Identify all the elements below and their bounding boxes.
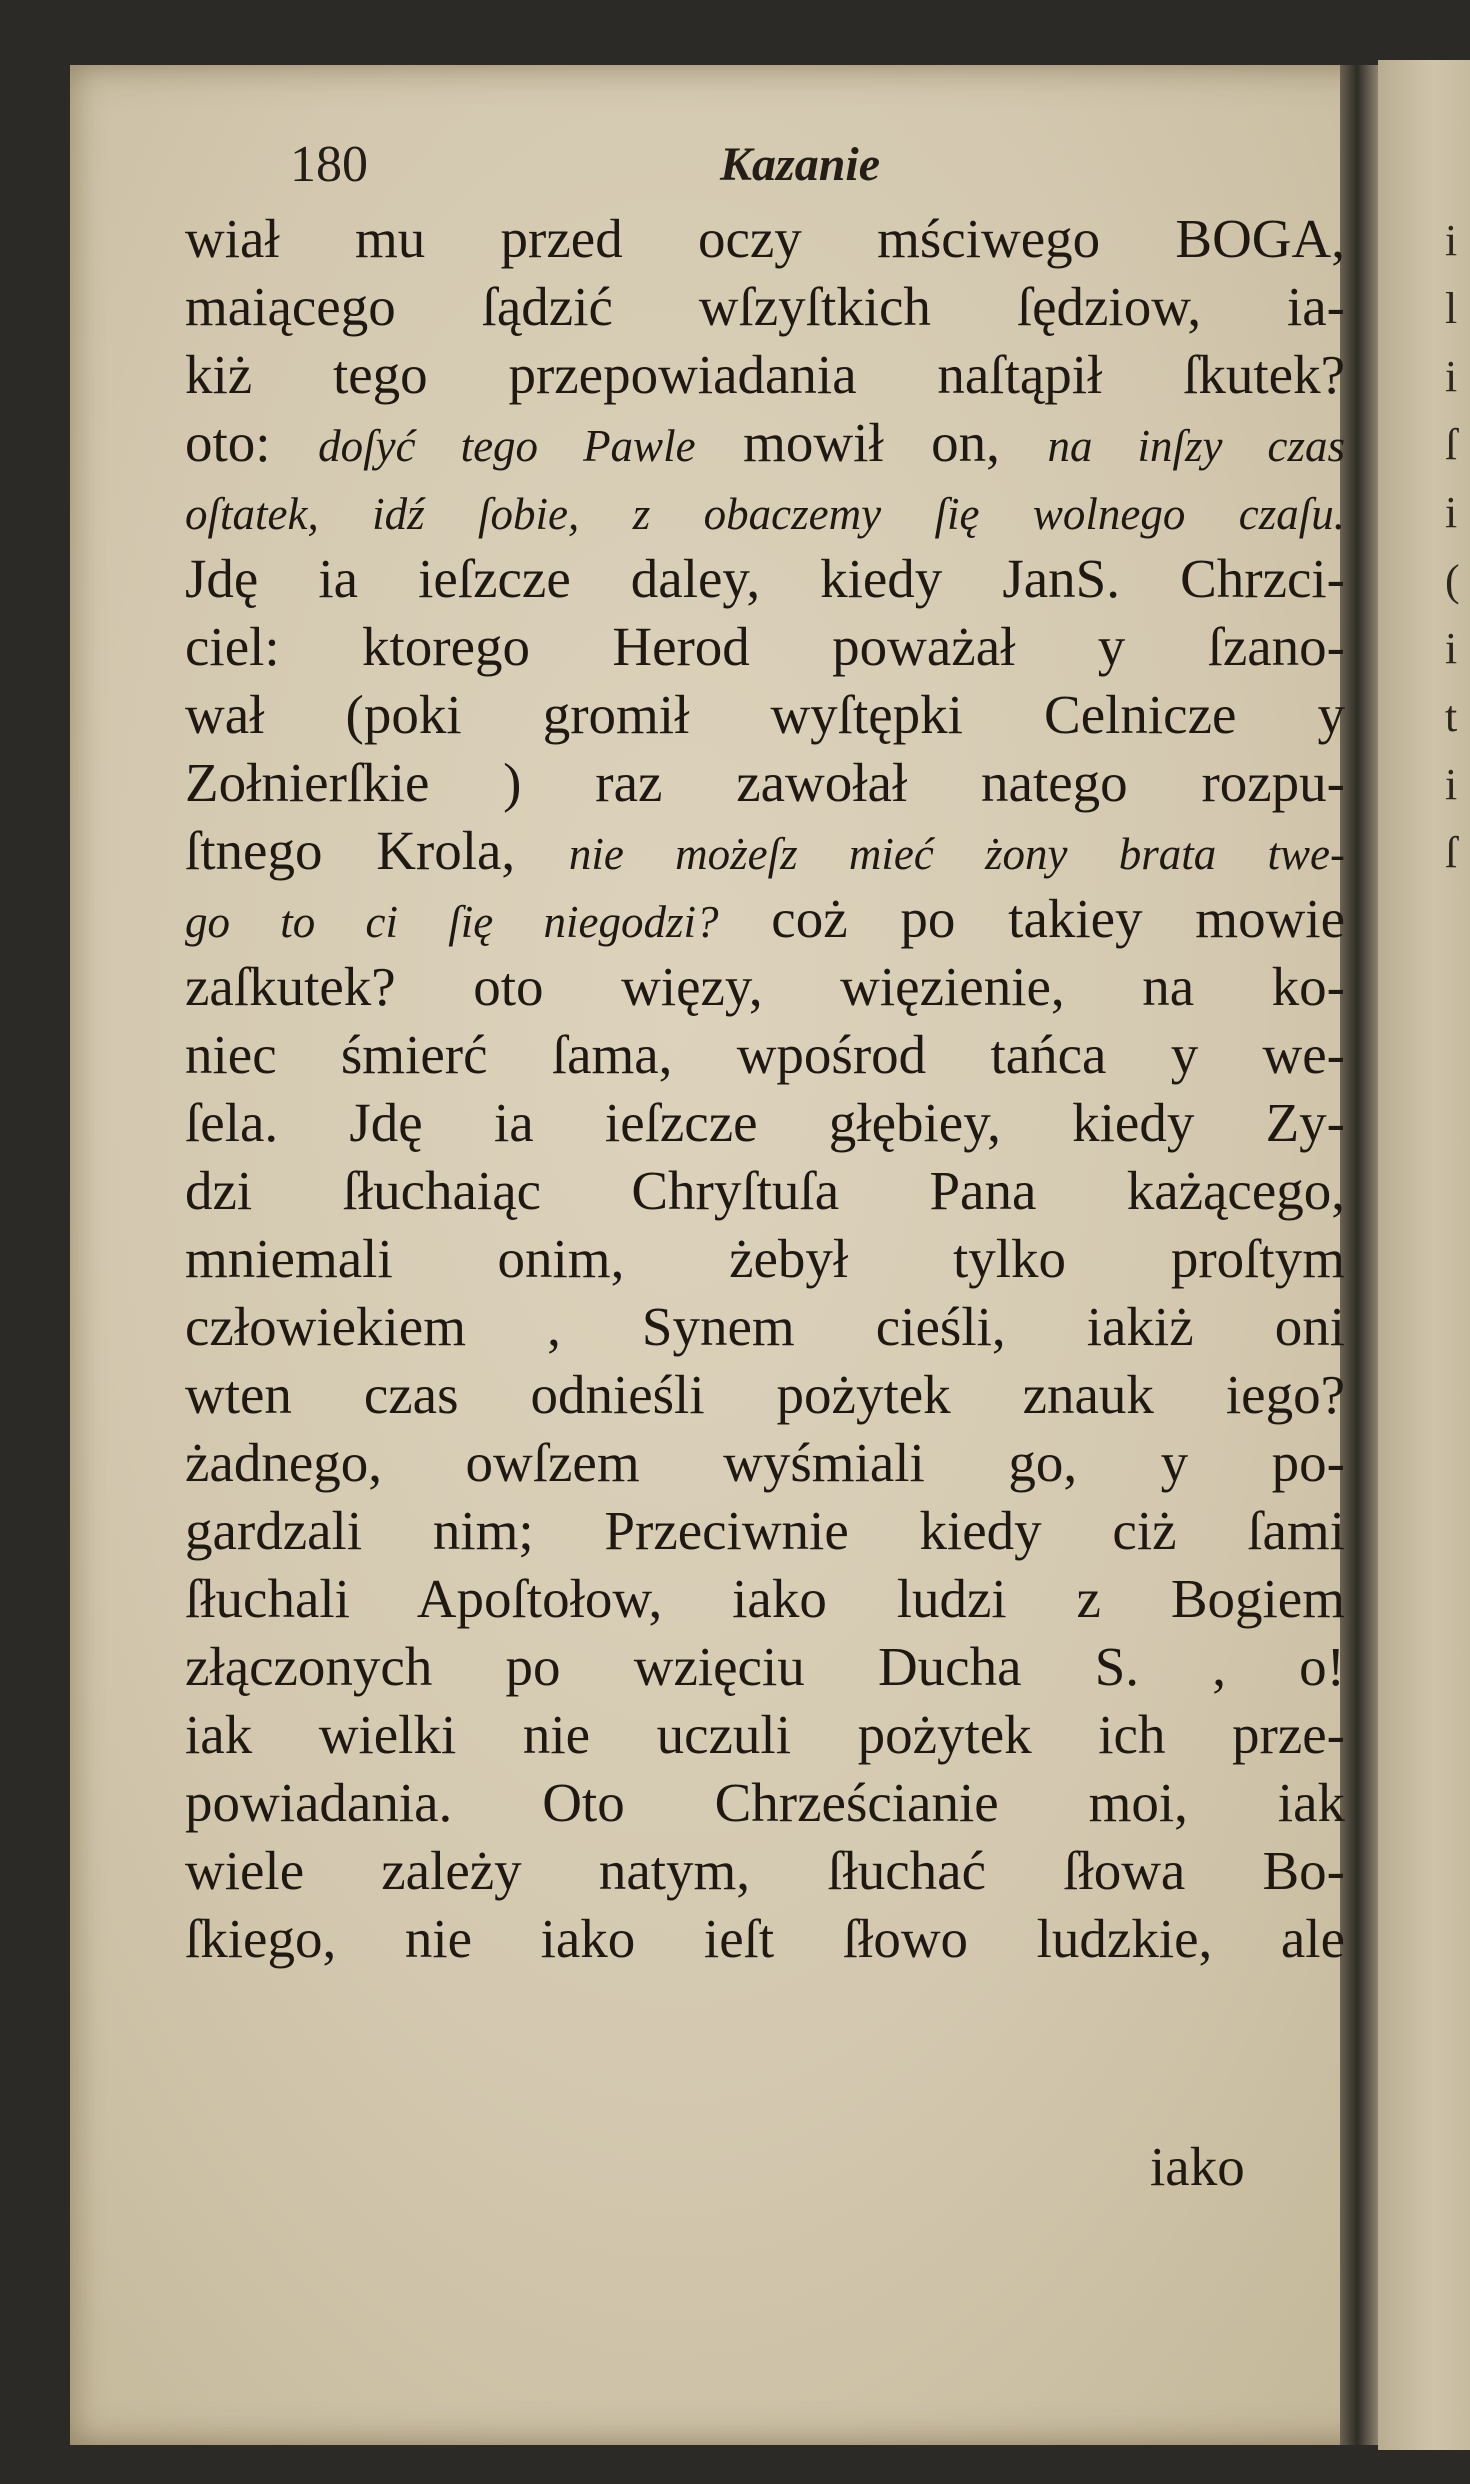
text-run: mniemali onim, żebył tylko proſtym [185,1228,1345,1289]
text-run: ſłuchali Apoſtołow, iako ludzi z Bogiem [185,1568,1345,1629]
text-line [185,1497,1345,1565]
text-run: powiadania. Oto Chrześcianie moi, iak [185,1772,1345,1833]
text-run: dzi ſłuchaiąc Chryſtuſa Pana każącego, [185,1160,1345,1221]
text-run: zaſkutek? oto więzy, więzienie, na ko- [185,956,1345,1017]
text-run: złączonych po wzięciu Ducha S. , o! [185,1636,1345,1697]
text-line [185,1905,1345,1973]
facing-page-letter: ſ [1445,420,1458,469]
text-line [185,681,1345,749]
facing-page-letter: t [1445,692,1458,741]
text-line [185,205,1345,273]
text-line [185,613,1345,681]
text-run: niec śmierć ſama, wpośrod tańca y we- [185,1024,1345,1085]
facing-page-letter: i [1445,760,1458,809]
sermon-text [185,205,1345,1973]
italic-quote: nie możeſz mieć żony brata twe- [568,829,1345,879]
facing-page-letter: ſ [1445,828,1458,877]
facing-page-letter: ( [1445,556,1460,605]
facing-page-letter: i [1445,624,1458,673]
text-run: Zołnierſkie ) raz zawołał natego rozpu- [185,752,1345,813]
text-line [185,1157,1345,1225]
facing-page-letter: i [1445,216,1458,265]
text-run: oto: [185,412,319,473]
text-run: ſela. Jdę ia ieſzcze głębiey, kiedy Zy- [185,1092,1345,1153]
text-line [185,1633,1345,1701]
book-gutter [1340,65,1378,2445]
text-line [185,817,1345,885]
page-header [270,135,1270,205]
facing-page-letter: l [1445,284,1458,333]
facing-page-letter: i [1445,488,1458,537]
text-line [185,953,1345,1021]
running-title: Kazanie [720,138,881,191]
text-run: iak wielki nie uczuli pożytek ich prze- [185,1704,1345,1765]
text-line [185,409,1345,477]
text-run: Jdę ia ieſzcze daley, kiedy JanS. Chrzci- [185,548,1345,609]
page-number: 180 [290,136,368,193]
italic-quote: na inſzy czas [1047,421,1346,471]
text-line [185,341,1345,409]
italic-quote: doſyć tego Pawle [318,421,696,471]
text-run: maiącego ſądzić wſzyſtkich ſędziow, ia- [185,276,1345,337]
text-line [185,477,1345,545]
text-run: gardzali nim; Przeciwnie kiedy ciż ſami [185,1500,1345,1561]
text-line [185,1021,1345,1089]
text-line [185,545,1345,613]
text-line [185,1429,1345,1497]
text-run: wał (poki gromił wyſtępki Celnicze y [185,684,1345,745]
text-line [185,1361,1345,1429]
text-run: ciel: ktorego Herod poważał y ſzano- [185,616,1345,677]
text-run: człowiekiem , Synem cieśli, iakiż oni [185,1296,1345,1357]
text-run: ſkiego, nie iako ieſt ſłowo ludzkie, ale [185,1908,1345,1969]
text-run: wten czas odnieśli pożytek znauk iego? [185,1364,1345,1425]
text-run: mowił on, [695,412,1048,473]
italic-quote: go to ci ſię niegodzi? [185,897,719,947]
text-line [185,273,1345,341]
text-line [185,1293,1345,1361]
text-run: kiż tego przepowiadania naſtąpił ſkutek? [185,344,1345,405]
text-run: ſtnego Krola, [185,820,569,881]
italic-quote: oſtatek, idź ſobie, z obaczemy ſię wolnego czaſu. [185,489,1345,539]
text-line [185,1089,1345,1157]
text-line [185,1701,1345,1769]
text-run: wiele zależy natym, ſłuchać ſłowa Bo- [185,1840,1345,1901]
text-line [185,1837,1345,1905]
facing-page-letter: i [1445,352,1458,401]
text-line [185,749,1345,817]
text-line [185,1565,1345,1633]
text-line [185,885,1345,953]
catchword: iako [1150,2136,1245,2197]
text-run: żadnego, owſzem wyśmiali go, y po- [185,1432,1345,1493]
text-run: coż po takiey mowie [718,888,1346,949]
text-run: wiał mu przed oczy mściwego BOGA, [185,208,1345,269]
text-line [185,1769,1345,1837]
text-line [185,1225,1345,1293]
